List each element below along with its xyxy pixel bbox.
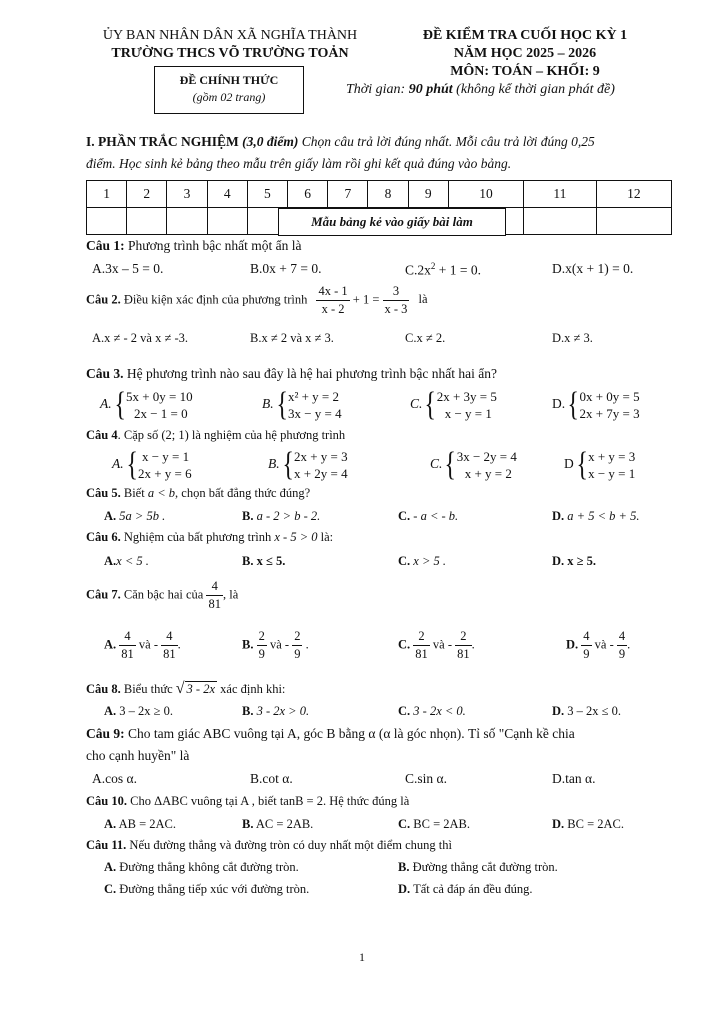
q7-d-num2: 4 (617, 628, 627, 646)
q7-stem (86, 578, 238, 613)
section-instruction-2: điểm. Học sinh kẻ bảng theo mẫu trên giấy làm rồi ghi kết quả đúng vào bảng. (86, 156, 512, 171)
q4-d-eq2: x − y = 1 (588, 466, 636, 481)
q7-option-d (566, 628, 630, 663)
q7-b-frac (257, 628, 267, 663)
q6-label: Câu 6. (86, 530, 121, 544)
q7-d-frac (581, 628, 591, 663)
q7-option-a (104, 628, 181, 663)
q8-c-text: 3 - 2x < 0. (413, 704, 466, 718)
q6-a-letter: A. (104, 554, 117, 568)
q7-f-num: 4 (206, 578, 223, 596)
q7-c-dot: . (471, 637, 475, 652)
time-value: 90 phút (408, 82, 453, 97)
section-instruction-1: Chọn câu trả lời đúng nhất. Mỗi câu trả lời đúng 0,25 (301, 134, 595, 149)
q5-condition: a < b (147, 486, 176, 500)
answer-cell (596, 208, 671, 235)
q5-a-text: 5a > 5b . (119, 509, 166, 523)
page-number: 1 (359, 950, 365, 964)
q3-option-a (100, 388, 193, 422)
q7-b-num2: 2 (292, 628, 302, 646)
q3-c-eq1: 2x + 3y = 5 (436, 389, 497, 404)
q1-option-d: D.x(x + 1) = 0. (552, 261, 634, 276)
q3-option-c (410, 388, 497, 422)
q4-a-letter: A. (112, 456, 124, 472)
q8-text-pre: Biểu thức (123, 682, 173, 696)
answer-cell (127, 208, 167, 235)
brace-icon: { (114, 386, 126, 423)
q7-a-den: 81 (121, 647, 134, 661)
q10-option-c (398, 817, 470, 832)
q4-d-eq1: x + y = 3 (588, 449, 636, 464)
table-header-cell: 11 (524, 181, 597, 208)
q5-a-letter: A. (104, 509, 117, 523)
q6-text-pre: Nghiệm của bất phương trình (123, 530, 275, 544)
q7-b-den: 9 (258, 647, 265, 661)
official-box (154, 66, 304, 114)
answer-cell (524, 208, 597, 235)
q1-stem (86, 238, 301, 254)
q11-d-text: Tất cả đáp án đều đúng. (413, 882, 533, 896)
q10-option-d (552, 817, 624, 832)
q9-text1: Cho tam giác ABC vuông tại A, góc B bằng α (α là góc nhọn). Tỉ số "Cạnh kề chia (128, 726, 575, 741)
table-header-cell: 10 (448, 181, 523, 208)
q8-radicand: 3 - 2x (186, 682, 216, 696)
q7-b-letter: B. (242, 637, 254, 652)
q9-option-c: C.sin α. (405, 771, 447, 786)
q4-c-eq2: x + y = 2 (464, 466, 512, 481)
q2-end: là (418, 292, 428, 307)
q6-c-text: x > 5 . (413, 554, 447, 568)
q4-a-eq2: 2x + y = 6 (137, 466, 192, 481)
q11-label: Câu 11. (86, 838, 127, 852)
section-title-line (86, 134, 595, 150)
q10-option-a (104, 817, 176, 832)
q8-label: Câu 8. (86, 682, 121, 696)
q6-stem (86, 530, 333, 545)
q7-b-and: và - (269, 637, 290, 652)
table-header-cell: 2 (127, 181, 167, 208)
q10-a-text: AB = 2AC. (118, 817, 176, 831)
answer-cell (167, 208, 207, 235)
q7-a-den2: 81 (163, 647, 176, 661)
q8-c-letter: C. (398, 704, 411, 718)
q11-option-b (398, 860, 558, 875)
q7-fraction (206, 578, 223, 613)
q11-a-text: Đường thẳng không cắt đường tròn. (119, 860, 299, 874)
table-header-cell: 6 (288, 181, 328, 208)
q7-d-frac2 (617, 628, 627, 663)
q9-label: Câu 9: (86, 726, 125, 741)
school-name: TRƯỜNG THCS VÕ TRƯỜNG TOẢN (111, 46, 349, 61)
q2-option-a: A.x ≠ - 2 và x ≠ -3. (92, 331, 188, 345)
q4-c-eq1: 3x − 2y = 4 (456, 449, 517, 464)
q3-a-eq2: 2x − 1 = 0 (133, 406, 188, 421)
q7-a-letter: A. (104, 637, 117, 652)
table-header-cell: 5 (247, 181, 287, 208)
q6-d-text: x ≥ 5. (567, 554, 597, 568)
official-label: ĐỀ CHÍNH THỨC (179, 73, 279, 87)
q5-text-post: , chọn bất đẳng thức đúng? (175, 486, 311, 500)
q4-label: Câu 4 (86, 428, 118, 442)
q2-label: Câu 2. (86, 292, 121, 307)
q8-stem (86, 680, 285, 698)
q5-d-text: a + 5 < b + 5. (567, 509, 640, 523)
q6-inequality: x - 5 > 0 (274, 530, 318, 544)
q5-stem (86, 486, 310, 501)
q7-f-den: 81 (208, 597, 221, 611)
school-year: NĂM HỌC 2025 – 2026 (453, 46, 597, 61)
section-points: (3,0 điểm) (242, 134, 299, 149)
q4-text: . Cặp số (2; 1) là nghiệm của hệ phương trình (117, 428, 346, 442)
q5-option-d (552, 509, 639, 524)
q5-b-text: a - 2 > b - 2. (256, 509, 321, 523)
q5-option-b (242, 509, 320, 524)
q7-c-num2: 2 (455, 628, 472, 646)
q2-option-d: D.x ≠ 3. (552, 331, 593, 345)
q6-option-c (398, 554, 446, 569)
q7-a-dot: . (177, 637, 181, 652)
q5-b-letter: B. (242, 509, 254, 523)
q8-option-d (552, 704, 621, 719)
q7-c-letter: C. (398, 637, 411, 652)
q8-a-letter: A. (104, 704, 117, 718)
q7-d-and: và - (594, 637, 614, 652)
table-header-cell: 12 (596, 181, 671, 208)
q9-option-d: D.tan α. (552, 771, 596, 786)
q5-c-letter: C. (398, 509, 411, 523)
q7-c-num: 2 (413, 628, 430, 646)
q2-mid: + 1 = (352, 292, 380, 307)
q10-c-text: BC = 2AB. (413, 817, 470, 831)
authority-name: ỦY BAN NHÂN DÂN XÃ NGHĨA THÀNH (102, 28, 358, 43)
q3-label: Câu 3. (86, 366, 124, 381)
q3-option-d (552, 388, 640, 422)
q7-a-num: 4 (119, 628, 136, 646)
q1-option-c (405, 261, 481, 279)
q6-option-a (104, 554, 149, 569)
q4-option-a (112, 448, 192, 482)
q7-a-num2: 4 (161, 628, 178, 646)
q2-f1-num: 4x - 1 (316, 283, 349, 301)
q9-stem-line1 (86, 726, 575, 742)
q7-text: Căn bậc hai của (123, 587, 204, 602)
q9-stem-line2: cho cạnh huyền" là (86, 748, 190, 763)
q10-stem (86, 794, 409, 809)
q5-d-letter: D. (552, 509, 565, 523)
q9-option-a: A.cos α. (92, 771, 137, 786)
q9-option-b: B.cot α. (250, 771, 293, 786)
q3-a-letter: A. (100, 396, 112, 412)
q7-option-c (398, 628, 475, 663)
q11-b-letter: B. (398, 860, 410, 874)
q11-a-letter: A. (104, 860, 117, 874)
table-header-cell: 9 (408, 181, 448, 208)
brace-icon: { (282, 446, 294, 483)
q8-d-text: 3 – 2x ≤ 0. (567, 704, 622, 718)
section-title: I. PHẦN TRẮC NGHIỆM (86, 134, 239, 149)
q7-d-letter: D. (566, 637, 579, 652)
q7-c-and: và - (432, 637, 452, 652)
q11-option-a (104, 860, 299, 875)
q6-b-text: x ≤ 5. (256, 554, 286, 568)
q1-option-a: A.3x – 5 = 0. (92, 261, 164, 276)
q4-b-letter: B. (268, 456, 280, 472)
q2-fraction-2 (383, 283, 410, 318)
q2-f2-num: 3 (383, 283, 410, 301)
brace-icon: { (567, 386, 580, 423)
q7-b-den2: 9 (294, 647, 301, 661)
q3-d-eq1: 0x + 0y = 5 (579, 389, 640, 404)
q4-d-letter: D (564, 456, 574, 472)
q7-d-dot: . (627, 637, 631, 652)
brace-icon: { (444, 446, 457, 483)
q1-c-pre: C.2x (405, 262, 431, 278)
q1-option-b: B.0x + 7 = 0. (250, 261, 322, 276)
q4-b-eq1: 2x + y = 3 (293, 449, 348, 464)
q4-a-eq1: x − y = 1 (141, 449, 190, 464)
table-header-row (87, 181, 672, 208)
q2-option-b: B.x ≠ 2 và x ≠ 3. (250, 331, 334, 345)
q5-c-text: - a < - b. (413, 509, 459, 523)
q7-d-num: 4 (581, 628, 591, 646)
q2-stem (86, 283, 428, 318)
q2-option-c: C.x ≠ 2. (405, 331, 446, 345)
q8-option-c (398, 704, 466, 719)
q2-f1-den: x - 2 (321, 302, 345, 316)
answer-cell (207, 208, 247, 235)
q5-label: Câu 5. (86, 486, 121, 500)
q2-fraction-1 (316, 283, 349, 318)
q10-c-letter: C. (398, 817, 411, 831)
q1-c-post: + 1 = 0. (435, 262, 481, 278)
sample-table-label: Mẫu bảng kẻ vào giấy bài làm (278, 208, 506, 236)
q3-c-eq2: x − y = 1 (444, 406, 492, 421)
q11-c-letter: C. (104, 882, 117, 896)
table-header-cell: 8 (368, 181, 408, 208)
q7-option-b (242, 628, 309, 663)
q7-b-dot: . (305, 637, 309, 652)
q4-b-eq2: x + 2y = 4 (293, 466, 348, 481)
q11-d-letter: D. (398, 882, 411, 896)
q4-stem (86, 428, 345, 443)
q8-text-post: xác định khi: (220, 682, 286, 696)
sqrt-icon: √ (175, 680, 185, 697)
q6-c-letter: C. (398, 554, 411, 568)
brace-icon: { (276, 386, 288, 423)
q7-a-and: và - (138, 637, 158, 652)
q5-option-a (104, 509, 165, 524)
q10-text: Cho ΔABC vuông tại A , biết tanB = 2. Hệ thức đúng là (130, 794, 410, 808)
q1-c-sup: 2 (430, 261, 436, 271)
q10-option-b (242, 817, 313, 832)
q4-option-c (430, 448, 517, 482)
q11-c-text: Đường thẳng tiếp xúc với đường tròn. (119, 882, 310, 896)
q5-text-pre: Biết (123, 486, 148, 500)
q8-d-letter: D. (552, 704, 565, 718)
q6-a-text: x < 5 . (116, 554, 149, 568)
q7-d-den2: 9 (618, 647, 626, 661)
q7-a-frac (119, 628, 136, 663)
time-suffix: (không kể thời gian phát đề) (452, 82, 615, 97)
q11-option-c (104, 882, 309, 897)
q7-a-frac2 (161, 628, 178, 663)
q10-label: Câu 10. (86, 794, 127, 808)
table-header-cell: 3 (167, 181, 207, 208)
brace-icon: { (126, 446, 138, 483)
q2-f2-den: x - 3 (384, 302, 408, 316)
q3-b-eq1: x² + y = 2 (287, 389, 340, 404)
q11-option-d (398, 882, 532, 897)
q3-text: Hệ phương trình nào sau đây là hệ hai phương trình bậc nhất hai ẩn? (126, 366, 497, 381)
q4-c-letter: C. (430, 456, 443, 472)
q6-d-letter: D. (552, 554, 565, 568)
q10-a-letter: A. (104, 817, 117, 831)
q6-option-d (552, 554, 596, 569)
q8-option-a (104, 704, 173, 719)
q7-c-den: 81 (415, 647, 428, 661)
q10-d-letter: D. (552, 817, 565, 831)
q7-c-frac (413, 628, 430, 663)
time-line (346, 82, 615, 98)
q1-text: Phương trình bậc nhất một ẩn là (128, 238, 302, 253)
q8-b-text: 3 - 2x > 0. (256, 704, 310, 718)
table-header-cell: 7 (328, 181, 368, 208)
q3-option-b (262, 388, 342, 422)
brace-icon: { (576, 446, 588, 483)
q3-a-eq1: 5x + 0y = 10 (125, 389, 193, 404)
q11-b-text: Đường thẳng cắt đường tròn. (412, 860, 558, 874)
q3-stem (86, 366, 497, 382)
q3-c-letter: C. (410, 396, 423, 412)
subject-grade: MÔN: TOÁN – KHỐI: 9 (450, 64, 600, 79)
q10-b-text: AC = 2AB. (255, 817, 314, 831)
q11-stem (86, 838, 452, 853)
brace-icon: { (424, 386, 437, 423)
q1-label: Câu 1: (86, 238, 125, 253)
q6-b-letter: B. (242, 554, 254, 568)
q8-b-letter: B. (242, 704, 254, 718)
q3-d-letter: D. (552, 396, 566, 412)
exam-title: ĐỀ KIỂM TRA CUỐI HỌC KỲ 1 (422, 28, 628, 43)
q10-d-text: BC = 2AC. (567, 817, 624, 831)
q7-c-den2: 81 (457, 647, 470, 661)
q3-b-letter: B. (262, 396, 274, 412)
table-header-cell: 4 (207, 181, 247, 208)
q7-label: Câu 7. (86, 587, 121, 602)
time-prefix: Thời gian: (346, 82, 409, 97)
q11-text: Nếu đường thẳng và đường tròn có duy nhất một điểm chung thì (129, 838, 452, 852)
q4-option-d (564, 448, 635, 482)
q3-d-eq2: 2x + 7y = 3 (579, 406, 640, 421)
q6-option-b (242, 554, 285, 569)
q6-text-post: là: (317, 530, 334, 544)
answer-cell (87, 208, 127, 235)
q7-b-num: 2 (257, 628, 267, 646)
q7-d-den: 9 (583, 647, 590, 661)
q2-text: Điều kiện xác định của phương trình (123, 292, 308, 307)
q7-b-frac2 (292, 628, 302, 663)
q8-option-b (242, 704, 309, 719)
q3-b-eq2: 3x − y = 4 (287, 406, 342, 421)
q7-c-frac2 (455, 628, 472, 663)
q7-text-post: , là (222, 587, 239, 602)
q8-a-text: 3 – 2x ≥ 0. (119, 704, 174, 718)
pages-label: (gồm 02 trang) (192, 90, 266, 104)
table-header-cell: 1 (87, 181, 127, 208)
q5-option-c (398, 509, 458, 524)
q4-option-b (268, 448, 348, 482)
q10-b-letter: B. (242, 817, 254, 831)
